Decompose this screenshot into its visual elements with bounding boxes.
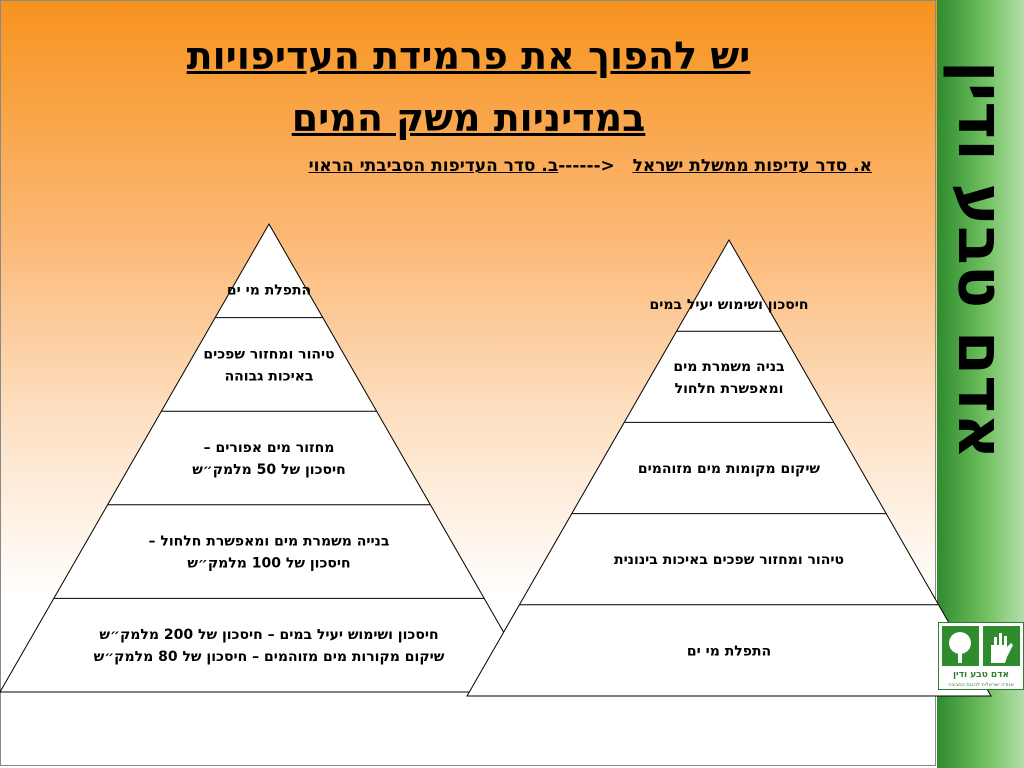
pyramid_current-level-5-line-2: שיקום מקורות מים מזוהמים – חיסכון של 80 מלמק״ש: [93, 649, 445, 666]
logo-name: אדם טבע ודין: [952, 670, 1010, 680]
pyramid_current-level-2-line-1: טיהור ומחזור שפכים: [203, 346, 335, 363]
organization-logo: [938, 622, 1024, 690]
pyramid_proper-level-3-line-1: שיקום מקומות מים מזוהמים: [637, 461, 821, 477]
title-line-2: במדיניות משק המים: [291, 96, 646, 140]
pyramid_proper-level-4-line-1: טיהור ומחזור שפכים באיכות בינונית: [614, 552, 844, 569]
logo-tagline: אגודה ישראלית להגנת הסביבה: [948, 682, 1014, 688]
pyramid_current-level-3-line-2: חיסכון של 50 מלמק״ש: [192, 462, 346, 478]
pyramid_current-level-1-line-1: התפלת מי ים: [226, 282, 312, 299]
tree-icon: [949, 632, 971, 654]
subtitle-part-a: א. סדר עדיפות ממשלת ישראל: [632, 156, 872, 176]
pyramid_current-level-4-line-1: בנייה משמרת מים ומאפשרת חלחול –: [148, 533, 390, 550]
pyramid_current-level-2-line-2: באיכות גבוהה: [224, 368, 314, 385]
title-line-1: יש להפוך את פרמידת העדיפויות: [186, 34, 751, 78]
tree-trunk-icon: [958, 651, 962, 663]
sidebar-title: אדם טבע ודין: [943, 60, 1017, 460]
pyramid_current-level-4-line-2: חיסכון של 100 מלמק״ש: [187, 555, 351, 572]
pyramid-proper: [467, 240, 991, 696]
pyramid-current: [0, 224, 538, 692]
pyramid_proper-level-5-line-1: התפלת מי ים: [686, 643, 772, 660]
pyramid_proper-level-2-line-2: ומאפשרת חלחול: [674, 380, 784, 397]
subtitle-arrow-text: ------>: [558, 156, 615, 176]
pyramid_current-level-3-line-1: מחזור מים אפורים –: [203, 440, 335, 456]
logo-graphic: [939, 623, 1023, 689]
subtitle-part-b: ב. סדר העדיפות הסביבתי הראוי: [308, 156, 559, 176]
pyramid_proper-level-1-line-1: חיסכון ושימוש יעיל במים: [649, 296, 809, 313]
pyramid_proper-level-2-line-1: בניה משמרת מים: [673, 358, 785, 375]
pyramid_current-level-5-line-1: חיסכון ושימוש יעיל במים – חיסכון של 200 מלמק״ש: [99, 627, 439, 644]
